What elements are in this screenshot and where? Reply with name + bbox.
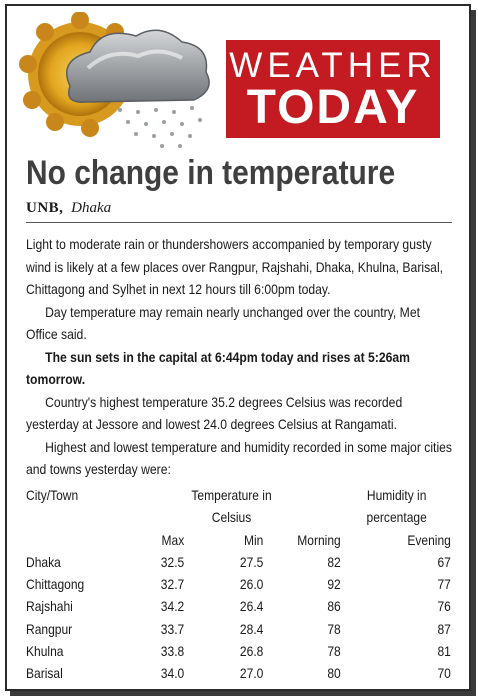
cell-evening: 70 xyxy=(437,665,451,682)
cell-morning: 82 xyxy=(327,553,341,570)
cell-max: 34.0 xyxy=(160,665,185,682)
table-row xyxy=(26,573,451,595)
cell-max: 32.5 xyxy=(160,553,185,570)
cell-evening: 87 xyxy=(437,620,451,637)
cell-evening: 76 xyxy=(437,598,451,615)
table-header-row-2 xyxy=(26,506,451,528)
cell-morning: 78 xyxy=(327,643,341,660)
cell-max: 33.7 xyxy=(160,620,185,637)
table-header-row-1 xyxy=(26,484,451,506)
cell-max: 33.8 xyxy=(160,643,185,660)
cell-evening: 77 xyxy=(437,576,451,593)
header-humidity-1: Humidity in xyxy=(366,487,427,503)
subheader-evening: Evening xyxy=(407,531,451,548)
article-body xyxy=(26,233,452,481)
cell-max: 32.7 xyxy=(160,576,185,593)
cell-evening: 81 xyxy=(437,643,451,660)
header-temperature-1: Temperature in xyxy=(191,487,272,503)
paragraph-sunset-sunrise: The sun sets in the capital at 6:44pm today and rises at 5:26am tomorrow. xyxy=(26,348,410,387)
byline-rule xyxy=(26,222,452,223)
paragraph-table-intro: Highest and lowest temperature and humidity recorded in some major cities and towns yesterday were: xyxy=(26,438,453,477)
byline-source: UNB, xyxy=(26,200,64,216)
cell-max: 34.2 xyxy=(160,598,185,615)
paragraph-day-temperature: Day temperature may remain nearly unchanged over the country, Met Office said. xyxy=(26,303,420,342)
sun-cloud-rain-icon xyxy=(10,12,220,152)
header-city: City/Town xyxy=(26,487,79,503)
cell-evening: 67 xyxy=(437,553,451,570)
paragraph-highest-lowest: Country's highest temperature 35.2 degrees Celsius was recorded yesterday at Jessore and lowest 24.0 degrees Celsius at Rangamati. xyxy=(26,393,403,432)
cell-min: 27.5 xyxy=(239,553,264,570)
byline xyxy=(26,200,111,217)
temperature-humidity-table xyxy=(26,484,451,685)
table-row xyxy=(26,618,451,640)
subheader-morning: Morning xyxy=(297,531,341,548)
cell-city: Dhaka xyxy=(26,553,61,570)
table-row xyxy=(26,551,451,573)
cell-morning: 80 xyxy=(327,665,341,682)
cell-morning: 92 xyxy=(327,576,341,593)
headline: No change in temperature xyxy=(26,154,396,192)
badge-line-weather: WEATHER xyxy=(229,46,437,85)
subheader-max: Max xyxy=(161,531,185,548)
byline-location: Dhaka xyxy=(71,200,112,216)
paragraph-forecast: Light to moderate rain or thundershowers accompanied by temporary gusty wind is likely at a few places over Rangpur, Rajshahi, Dhaka, Khulna, Barisal, Chittagong and Sylhet in next 12 hours till 6:00pm today. xyxy=(26,236,444,297)
header-temperature-2: Celsius xyxy=(211,509,252,526)
weather-today-badge xyxy=(226,40,440,138)
cell-min: 28.4 xyxy=(239,620,264,637)
cell-min: 26.4 xyxy=(239,598,264,615)
cell-city: Khulna xyxy=(26,643,64,660)
cell-morning: 78 xyxy=(327,620,341,637)
cell-morning: 86 xyxy=(327,598,341,615)
table-row xyxy=(26,662,451,684)
cell-min: 26.8 xyxy=(239,643,264,660)
cell-city: Chittagong xyxy=(26,576,85,593)
header-humidity-2: percentage xyxy=(366,509,427,526)
cell-min: 27.0 xyxy=(239,665,264,682)
cell-city: Rangpur xyxy=(26,620,73,637)
table-row xyxy=(26,595,451,617)
cell-city: Rajshahi xyxy=(26,598,73,615)
cell-city: Barisal xyxy=(26,665,63,682)
subheader-min: Min xyxy=(243,531,264,548)
table-row xyxy=(26,640,451,662)
cell-min: 26.0 xyxy=(239,576,264,593)
badge-line-today: TODAY xyxy=(246,81,420,134)
table-subheader-row xyxy=(26,529,451,551)
